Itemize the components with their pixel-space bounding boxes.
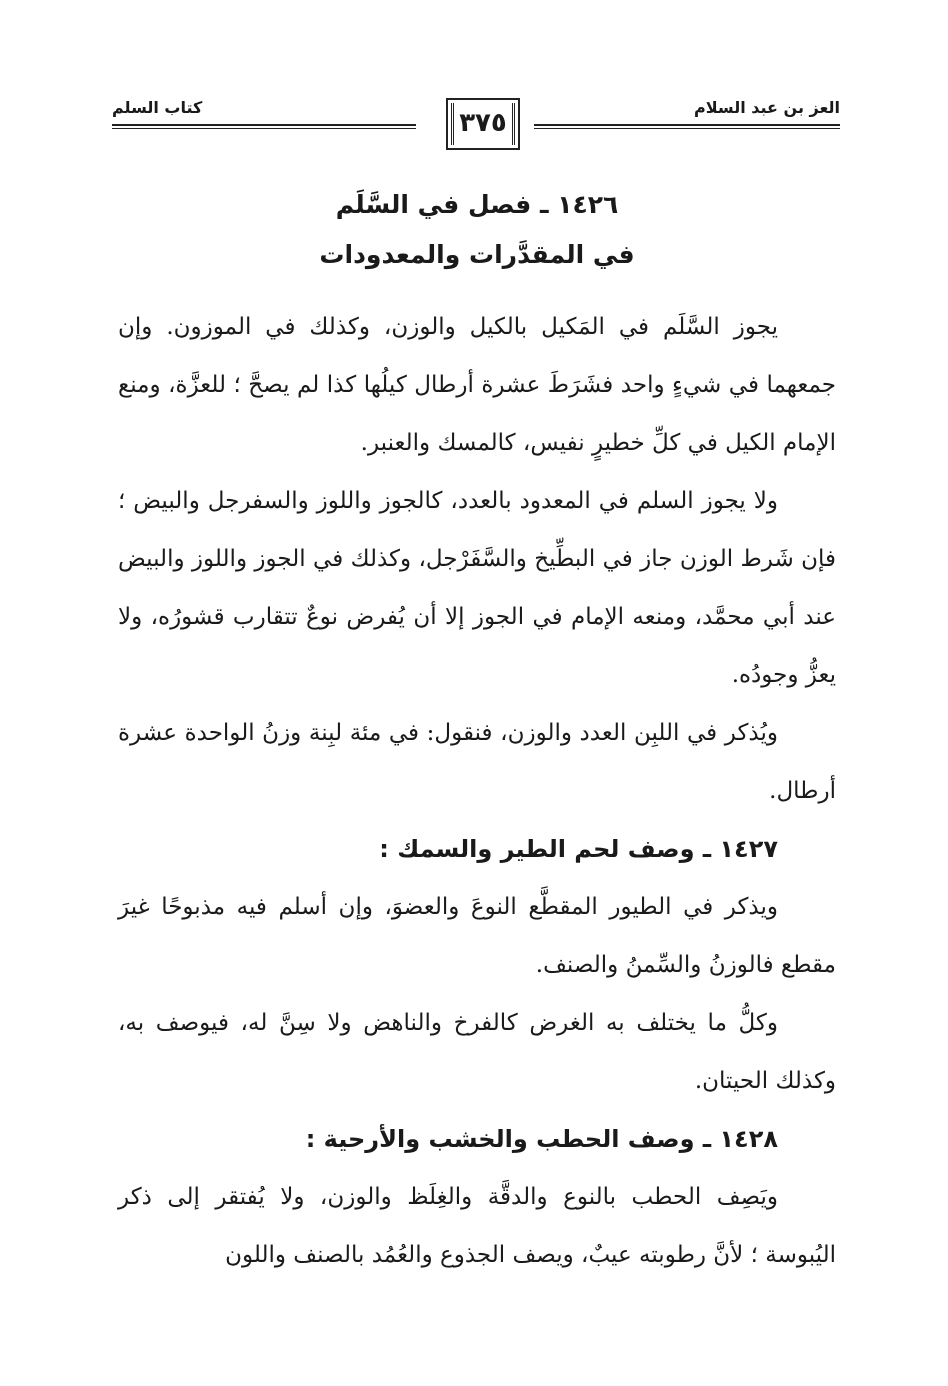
paragraph-counted-goods: ولا يجوز السلم في المعدود بالعدد، كالجوز واللوز والسفرجل والبيض ؛ فإن شَرط الوزن جاز في البطِّيخ والسَّفَرْجل، وكذلك في الجوز واللوز والبيض عند أبي محمَّد، ومنعه الإمام في الجوز إلا أن يُفرض نوعٌ تتقارب قشورُه، ولا يعزُّ وجودُه. xyxy=(118,488,836,688)
page-body xyxy=(118,178,836,1284)
author-running-title: العز بن عبد السلام xyxy=(694,98,840,117)
header-rule-left xyxy=(112,124,416,129)
running-header xyxy=(112,94,840,158)
paragraph-firewood: ويَصِف الحطب بالنوع والدقَّة والغِلَظ والوزن، ولا يُفتقر إلى ذكر اليُبوسة ؛ لأنَّ رطوبته عيبٌ، ويصف الجذوع والعُمُد بالصنف واللون xyxy=(118,1184,836,1268)
book-running-title: كتاب السلم xyxy=(112,98,203,117)
section-1428-heading: ١٤٢٨ ـ وصف الحطب والخشب والأرحية : xyxy=(305,1125,778,1153)
title-spacing xyxy=(118,280,836,298)
section-1427-heading: ١٤٢٧ ـ وصف لحم الطير والسمك : xyxy=(379,835,778,863)
paragraph-birds: ويذكر في الطيور المقطَّع النوعَ والعضوَ، وإن أسلم فيه مذبوحًا غيرَ مقطع فالوزنُ والسِّمنُ والصنف. xyxy=(118,894,836,978)
section-1426-subtitle: في المقدَّرات والمعدودات xyxy=(319,240,635,269)
page-number: ٣٧٥ xyxy=(459,108,507,138)
paragraph-bricks: ويُذكر في اللبِن العدد والوزن، فنقول: في مئة لبِنة وزنُ الواحدة عشرة أرطال. xyxy=(118,720,836,804)
paragraph-measured-goods: يجوز السَّلَم في المَكيل بالكيل والوزن، وكذلك في الموزون. وإن جمعهما في شيءٍ واحد فشَرَطَ عشرة أرطال كيلُها كذا لم يصحَّ ؛ للعزَّة، ومنع الإمام الكيل في كلِّ خطيرٍ نفيس، كالمسك والعنبر. xyxy=(118,314,836,456)
paragraph-fish: وكلُّ ما يختلف به الغرض كالفرخ والناهض ولا سِنَّ له، فيوصف به، وكذلك الحيتان. xyxy=(118,1010,836,1094)
page-number-frame xyxy=(446,98,520,150)
section-1426-title: ١٤٢٦ ـ فصل في السَّلَم xyxy=(335,190,619,219)
header-rule-right xyxy=(534,124,840,129)
